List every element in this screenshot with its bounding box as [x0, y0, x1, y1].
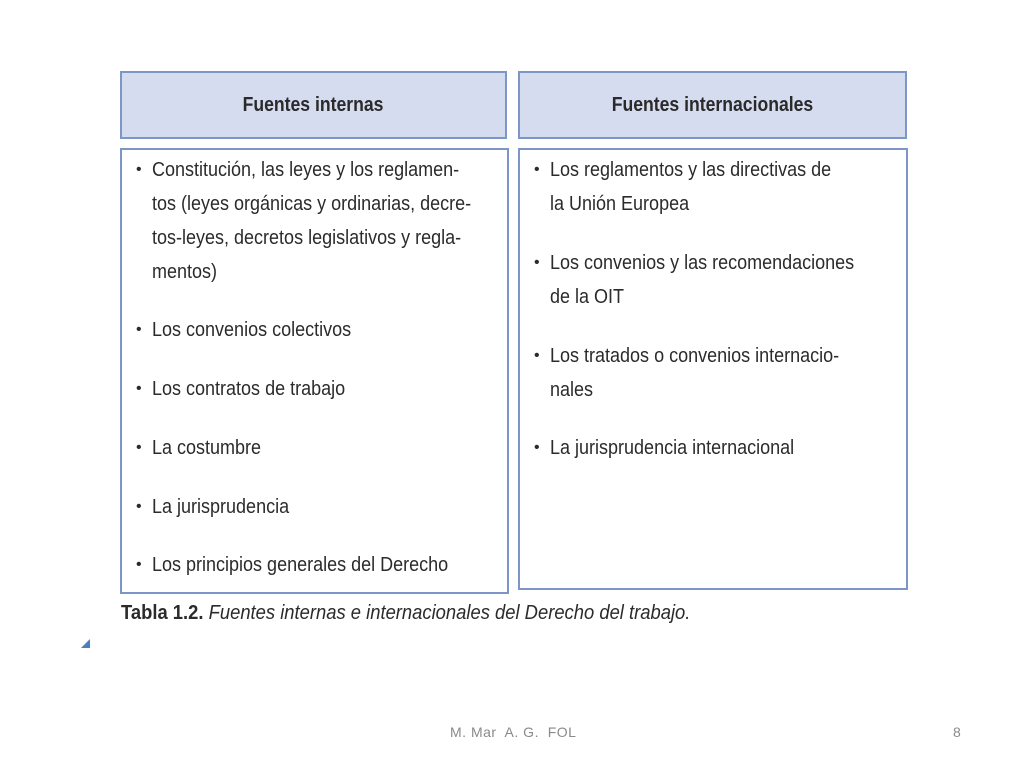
list-item-line: Los convenios colectivos: [152, 319, 352, 341]
list-item-line: Los convenios y las recomendaciones: [550, 252, 855, 274]
list-item: [136, 548, 501, 582]
header-fuentes-internacionales-label: Fuentes internacionales: [611, 93, 814, 116]
list-item: [534, 246, 900, 314]
list-item-line: tos-leyes, decretos legislativos y regla-: [152, 227, 462, 249]
fuentes-internacionales-list: [518, 148, 908, 590]
list-item: [136, 431, 501, 465]
list-item-line: Los reglamentos y las directivas de: [550, 159, 832, 181]
list-item-line: la Unión Europea: [550, 193, 690, 215]
bullet-icon: •: [534, 161, 540, 178]
list-item-line: de la OIT: [550, 286, 625, 308]
caption-label: Tabla 1.2.: [121, 602, 204, 624]
corner-triangle-icon: [81, 639, 90, 648]
list-item: [136, 153, 501, 289]
header-fuentes-internacionales: [518, 71, 907, 139]
list-item-line: La costumbre: [152, 437, 262, 459]
list-item-line: La jurisprudencia: [152, 496, 290, 518]
footer-author: M. Mar A. G. FOL: [450, 724, 577, 740]
bullet-icon: •: [534, 254, 540, 271]
list-item-line: Constitución, las leyes y los reglamen-: [152, 159, 460, 181]
list-item-line: La jurisprudencia internacional: [550, 437, 795, 459]
list-item: [136, 372, 501, 406]
list-item-line: nales: [550, 379, 594, 401]
fuentes-internas-list: [120, 148, 509, 594]
list-item: [534, 431, 900, 465]
list-item: [136, 313, 501, 347]
bullet-icon: •: [136, 498, 142, 515]
bullet-icon: •: [136, 321, 142, 338]
list-item-line: Los principios generales del Derecho: [152, 554, 449, 576]
list-item-line: tos (leyes orgánicas y ordinarias, decre-: [152, 193, 472, 215]
bullet-icon: •: [136, 439, 142, 456]
list-item: [136, 490, 501, 524]
list-item-line: Los contratos de trabajo: [152, 378, 346, 400]
bullet-icon: •: [136, 556, 142, 573]
list-item: [534, 339, 900, 407]
slide-number: 8: [953, 724, 961, 740]
header-fuentes-internas: [120, 71, 507, 139]
list-item-line: mentos): [152, 261, 218, 283]
header-fuentes-internas-label: Fuentes internas: [243, 93, 384, 116]
list-item: [534, 153, 900, 221]
table-caption: [121, 602, 690, 625]
bullet-icon: •: [136, 161, 142, 178]
caption-text: Fuentes internas e internacionales del Derecho del trabajo.: [208, 602, 691, 624]
bullet-icon: •: [534, 347, 540, 364]
bullet-icon: •: [136, 380, 142, 397]
bullet-icon: •: [534, 439, 540, 456]
list-item-line: Los tratados o convenios internacio-: [550, 345, 840, 367]
